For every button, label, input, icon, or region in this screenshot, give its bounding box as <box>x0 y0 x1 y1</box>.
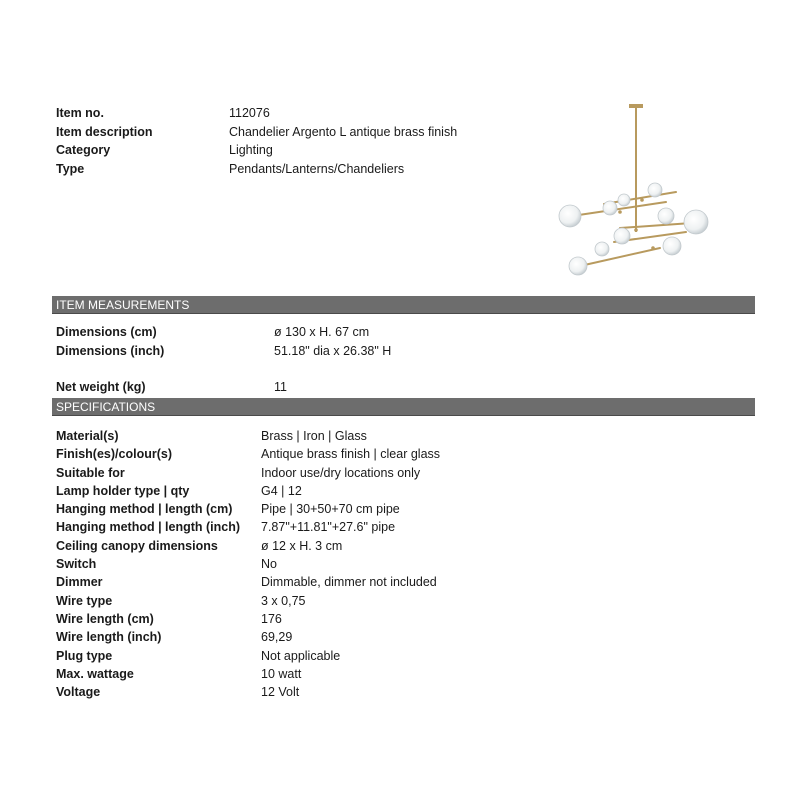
type-value: Pendants/Lanterns/Chandeliers <box>229 161 405 176</box>
spec-label: Wire type <box>56 593 113 608</box>
spec-label: Lamp holder type | qty <box>56 483 190 498</box>
spec-label: Suitable for <box>56 465 125 480</box>
measurement-row <box>56 342 736 361</box>
item-info-block <box>56 104 536 178</box>
item-no-value: 112076 <box>229 106 270 120</box>
spec-value: No <box>261 557 277 572</box>
spec-label: Switch <box>56 557 97 572</box>
spec-row <box>56 445 736 463</box>
category-value: Lighting <box>229 143 273 157</box>
dimensions-cm-value: ø 130 x H. 67 cm <box>274 325 370 339</box>
spec-row <box>56 628 736 646</box>
spec-row <box>56 647 736 665</box>
spec-value: G4 | 12 <box>261 483 302 498</box>
net-weight-block <box>56 378 736 397</box>
chandelier-product-image <box>554 104 716 280</box>
spec-value: 7.87"+11.81"+27.6" pipe <box>261 520 396 535</box>
spec-value: Dimmable, dimmer not included <box>261 575 437 590</box>
spec-value: Antique brass finish | clear glass <box>261 447 441 462</box>
spec-value: Pipe | 30+50+70 cm pipe <box>261 502 400 517</box>
spec-row <box>56 610 736 628</box>
ceiling-canopy <box>629 104 643 108</box>
specifications-header: SPECIFICATIONS <box>52 398 755 416</box>
glass-globes <box>559 183 708 275</box>
spec-value: 10 watt <box>261 666 302 681</box>
item-no-label: Item no. <box>56 106 104 120</box>
spec-row <box>56 518 736 536</box>
category-label: Category <box>56 143 111 157</box>
spec-row <box>56 537 736 555</box>
spec-row <box>56 592 736 610</box>
dimensions-inch-label: Dimensions (inch) <box>56 343 165 358</box>
spec-label: Finish(es)/colour(s) <box>56 447 172 462</box>
spec-value: Brass | Iron | Glass <box>261 429 367 443</box>
spec-label: Hanging method | length (cm) <box>56 502 233 517</box>
spec-label: Material(s) <box>56 429 119 443</box>
item-info-row <box>56 123 536 142</box>
spec-row <box>56 665 736 683</box>
spec-label: Voltage <box>56 685 101 700</box>
type-label: Type <box>56 161 85 176</box>
dimensions-cm-label: Dimensions (cm) <box>56 325 157 339</box>
item-description-label: Item description <box>56 124 153 139</box>
item-measurements-header: ITEM MEASUREMENTS <box>52 296 755 314</box>
item-info-row <box>56 160 536 179</box>
spec-row <box>56 500 736 518</box>
item-info-row <box>56 104 536 123</box>
spec-row <box>56 573 736 591</box>
spec-row <box>56 482 736 500</box>
spec-label: Ceiling canopy dimensions <box>56 538 218 553</box>
spec-label: Dimmer <box>56 575 103 590</box>
spec-value: 12 Volt <box>261 685 300 700</box>
spec-value: 3 x 0,75 <box>261 593 306 608</box>
item-description-value: Chandelier Argento L antique brass finish <box>229 124 458 139</box>
spec-value: Not applicable <box>261 648 341 663</box>
spec-value: Indoor use/dry locations only <box>261 465 421 480</box>
specifications-block <box>56 427 736 701</box>
spec-label: Wire length (inch) <box>56 630 162 645</box>
spec-row <box>56 683 736 701</box>
spec-row <box>56 427 736 445</box>
dimensions-inch-value: 51.18" dia x 26.38" H <box>274 343 392 358</box>
spec-value: 176 <box>261 611 282 626</box>
measurements-block <box>56 323 736 360</box>
spec-row <box>56 464 736 482</box>
net-weight-value: 11 <box>274 380 287 394</box>
spec-label: Wire length (cm) <box>56 611 154 626</box>
measurement-row <box>56 378 736 397</box>
spec-label: Hanging method | length (inch) <box>56 520 241 535</box>
measurement-row <box>56 323 736 342</box>
item-info-row <box>56 141 536 160</box>
spec-value: ø 12 x H. 3 cm <box>261 538 343 553</box>
net-weight-label: Net weight (kg) <box>56 380 146 394</box>
spec-label: Max. wattage <box>56 666 134 681</box>
spec-label: Plug type <box>56 648 113 663</box>
spec-row <box>56 555 736 573</box>
spec-value: 69,29 <box>261 630 293 645</box>
